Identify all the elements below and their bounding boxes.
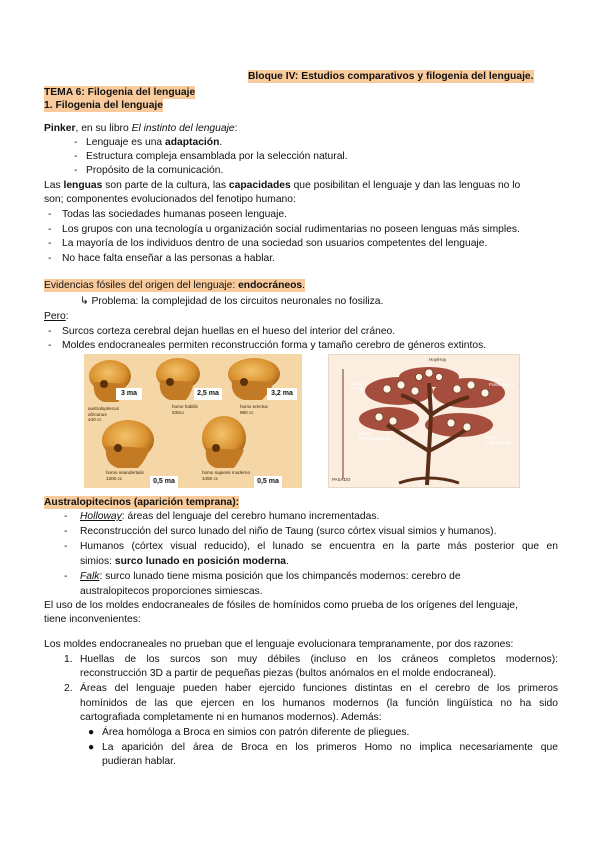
tree-group-label: Grupo Ardipithecus (485, 435, 511, 446)
dash: - (48, 224, 52, 235)
list-item: Área homóloga a Broca en simios con patrón diferente de pliegues. (102, 727, 410, 738)
dash: - (64, 571, 68, 582)
author-name: Falk (80, 571, 100, 582)
block-title: Bloque IV: Estudios comparativos y filogenia del lenguaje. (248, 71, 534, 82)
dash: - (48, 326, 52, 337)
tema-title: TEMA 6: Filogenia del lenguaje (44, 87, 196, 98)
item-number: 1. (64, 654, 73, 665)
text: . (302, 280, 306, 291)
list-item: Moldes endocraneales permiten reconstrucción forma y tamaño cerebro de géneros extintos. (62, 340, 487, 351)
humanos-line-1: Humanos (córtex visual reducido), el lunado se encuentra en la parte más posterior que en (80, 541, 558, 552)
dash: - (64, 541, 68, 552)
pinker-name: Pinker (44, 123, 76, 134)
bold-text: surco lunado en posición moderna (114, 556, 286, 567)
bold-text: endocráneos (238, 280, 303, 291)
list-item: La mayoría de los individuos dentro de una sociedad son usuarios competentes del lenguaje. (62, 238, 488, 249)
moldes-intro: Los moldes endocraneales no prueban que el lenguaje evolucionara tempranamente, por dos razones: (44, 639, 514, 650)
evidencias-title (44, 279, 305, 292)
pinker-intro-end: : (234, 123, 238, 134)
skull-neandertal (102, 420, 154, 468)
list-item: Los grupos con una tecnología u organización social rudimentarias no poseen lenguas más simples. (62, 224, 520, 235)
tree-top-label: Hoy/Hoy (429, 357, 447, 362)
text: Pero (44, 311, 66, 322)
skull-caption: homo neandertalis 1300 cc (106, 470, 144, 481)
list-item: La aparición del área de Broca en los primeros Homo no implica necesariamente que (102, 742, 558, 753)
skull-caption: homo habilis 630cc (172, 404, 198, 415)
uso-line-1: El uso de los moldes endocraneales de fósiles de homínidos como prueba de los orígenes del lenguaje, (44, 600, 518, 611)
falk-line-1 (80, 570, 461, 583)
reason-2-line-2: homínidos de las que ejercen en los humanos modernos (la función lingüística no ha sido (80, 698, 558, 709)
list-item: Propósito de la comunicación. (86, 165, 224, 176)
text: Lenguaje es una (86, 137, 166, 148)
reason-1-line-2: reconstrucción 3D a partir de pequeñas piezas (bultos anómalos en el molde endocraneal). (80, 668, 497, 679)
dash: - (74, 137, 78, 148)
text: son parte de la cultura, las (102, 180, 229, 191)
age-label: 0,5 ma (150, 476, 178, 488)
section-title: 1. Filogenia del lenguaje (44, 100, 164, 111)
tree-past-label: PASADO (332, 477, 351, 482)
tree-group-label: Grupo Parántropos (489, 377, 515, 388)
age-label: 3 ma (116, 388, 142, 400)
text: simios: (80, 556, 115, 567)
skull-caption: homo erectus 980 cc (240, 404, 268, 415)
list-item: Reconstrucción del surco lunado del niño de Taung (surco córtex visual simios y humanos). (80, 526, 497, 537)
text: . (285, 556, 289, 567)
dash: - (74, 151, 78, 162)
text: . (219, 137, 223, 148)
age-label: 0,5 ma (254, 476, 282, 488)
list-item: Estructura compleja ensamblada por la selección natural. (86, 151, 348, 162)
list-item: pudieran hablar. (102, 756, 176, 767)
australo-title: Australopitecinos (aparición temprana): (44, 497, 240, 508)
reason-1-line-1: Huellas de los surcos son muy débiles (incluso en los cráneos completos modernos): (80, 654, 558, 665)
dash: - (64, 526, 68, 537)
tree-illustration (329, 355, 520, 488)
lenguas-line-1 (44, 179, 520, 192)
bullet: ● (88, 727, 95, 738)
pinker-intro-mid: , en su libro (75, 123, 132, 134)
pinker-intro (44, 122, 238, 135)
skull-caption: homo sapiens moderno 1450 cc (202, 470, 251, 481)
tree-group-label: Grupo Australopitecos (359, 431, 391, 442)
text: : áreas del lenguaje del cerebro humano incrementadas. (121, 511, 380, 522)
skulls-image (84, 354, 302, 488)
text: : (65, 311, 69, 322)
dash: - (48, 340, 52, 351)
falk-line-2: australopitecos proporciones simiescas. (80, 586, 263, 597)
text: Las (44, 180, 64, 191)
uso-line-2: tiene inconvenientes: (44, 614, 141, 625)
dash: - (48, 209, 52, 220)
skull-caption: australopitecus africanus 440 cc (88, 406, 119, 422)
lenguas-line-2: son; componentes evolucionados del fenotipo humano: (44, 194, 296, 205)
pinker-book: El instinto del lenguaje (131, 123, 235, 134)
item-number: 2. (64, 683, 73, 694)
dash: - (48, 253, 52, 264)
pero-label (44, 310, 69, 323)
dash: - (74, 165, 78, 176)
list-item (86, 136, 222, 149)
author-name: Holloway (80, 511, 122, 522)
dash: - (48, 238, 52, 249)
text: que posibilitan el lenguaje y dan las lenguas no lo (290, 180, 521, 191)
text: Evidencias fósiles del origen del lenguaje: (44, 280, 239, 291)
age-label: 2,5 ma (194, 388, 222, 400)
phylogeny-tree-image (328, 354, 520, 488)
bold-text: lenguas (63, 180, 103, 191)
text: : surco lunado tiene misma posición que los chimpancés modernos: cerebro de (99, 571, 461, 582)
bullet: ● (88, 742, 95, 753)
dash: - (64, 511, 68, 522)
age-label: 3,2 ma (267, 388, 297, 400)
problem-note: ↳ Problema: la complejidad de los circuitos neuronales no fosiliza. (80, 296, 384, 307)
humanos-line-2 (80, 555, 289, 568)
list-item: No hace falta enseñar a las personas a hablar. (62, 253, 275, 264)
list-item: Todas las sociedades humanas poseen lenguaje. (62, 209, 287, 220)
reason-2-line-3: cartografiada completamente ni en humanos modernos). Además: (80, 712, 382, 723)
list-item (80, 510, 379, 523)
skull-sapiens (202, 416, 246, 468)
bold-text: adaptación (165, 137, 220, 148)
reason-2-line-1: Áreas del lenguaje pueden haber ejercido funciones distintas en el cerebro de los primeros (80, 683, 558, 694)
tree-group-label: Grupo Homo (351, 381, 364, 392)
list-item: Surcos corteza cerebral dejan huellas en el hueso del interior del cráneo. (62, 326, 396, 337)
bold-text: capacidades (228, 180, 291, 191)
